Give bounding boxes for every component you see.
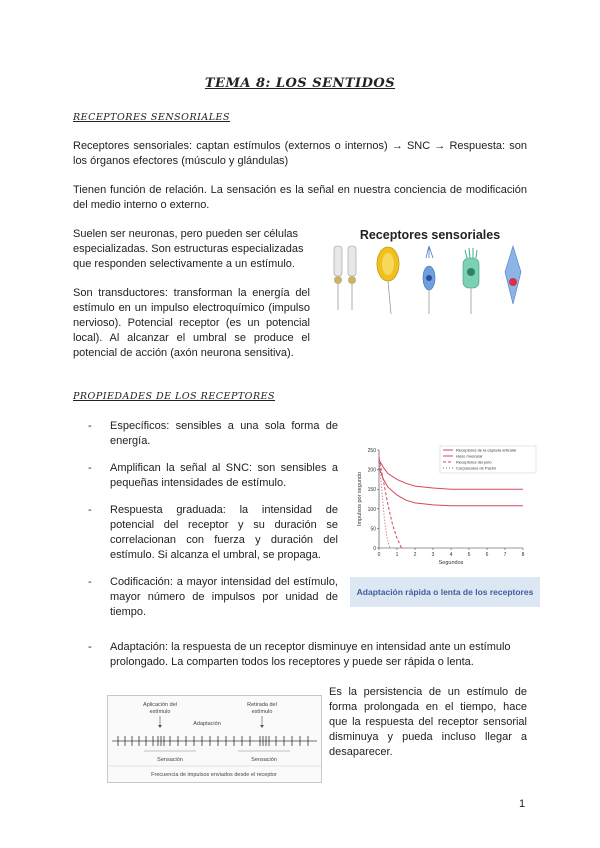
stimulus-timeline-svg [108,696,321,782]
x-tick-label: 0 [377,552,381,558]
timeline-label-retirada-2: estímulo [251,709,273,715]
x-tick-label: 3 [431,552,435,558]
x-axis-label: Segundos [438,560,464,566]
legend-label: Corpúsculos de Pacini [456,465,496,471]
page-title: TEMA 8: LOS SENTIDOS [204,76,396,91]
x-tick-label: 5 [467,552,471,558]
list-item: - Codificación: a mayor intensidad del estímulo, mayor número de impulsos por unidad de tiempo. [88,575,338,620]
paragraph-neuronas: Suelen ser neuronas, pero pueden ser células especializadas. Son estructuras especializadas que responden selectivamente a un estímulo. [73,228,304,270]
receptor-cells-illustration [325,242,535,320]
timeline-label-adaptacion: Adaptación [193,721,221,727]
series-line [379,458,402,548]
chart-caption: Adaptación rápida o lenta de los receptores [350,577,540,607]
list-item: - Amplifican la señal al SNC: son sensibles a pequeñas intensidades de estímulo. [88,461,338,491]
legend-label: Huso muscular [456,453,483,459]
x-tick-label: 8 [521,552,525,558]
hair-cell-icon [463,248,479,314]
x-tick-label: 4 [449,552,453,558]
x-tick-label: 6 [485,552,489,558]
y-tick-label: 250 [367,448,376,454]
rod-cells-icon [334,246,356,310]
timeline-footer: Frecuencia de impulsos enviados desde el receptor [151,772,277,778]
legend-label: Receptores de la cápsula articular [456,447,517,453]
paragraph-transductores: Son transductores: transforman la energía del estímulo en un impulso electroquímico (impulso nervioso). Potencial receptor (es un potencial local). Al alcanzar el umbral se produce el potencial de acción (axón neurona sensitiva). [73,287,310,359]
timeline-label-aplicacion-2: estímulo [149,709,171,715]
properties-list [88,419,338,620]
taste-cell-icon [505,246,521,304]
x-tick-label: 7 [503,552,507,558]
y-axis-label: Impulsos por segundo [357,471,363,527]
timeline-label-sensacion-1: Sensación [157,757,183,763]
y-tick-label: 0 [373,546,376,552]
y-tick-label: 150 [367,487,376,494]
list-item: - Adaptación: la respuesta de un receptor disminuye en intensidad ante un estímulo prolongado. La comparten todos los receptores y puede ser rápida o lenta. [88,640,528,670]
adaptation-chart [343,444,540,575]
y-tick-label: 50 [370,526,376,533]
x-tick-label: 2 [413,552,417,558]
legend-label: Receptores del pelo [456,459,492,465]
olfactory-cell-icon [423,246,435,314]
y-tick-label: 100 [367,506,376,513]
x-tick-label: 1 [395,552,399,558]
properties-list-adaptation [88,640,528,670]
list-item: - Respuesta graduada: la intensidad de potencial del receptor y su duración se correlacionan con fuerza y duración del estímulo. Si alcanza el umbral, se propaga. [88,503,338,563]
paragraph-funcion: Tienen función de relación. La sensación es la señal en nuestra conciencia de modificación del medio interno o externo. [73,184,527,211]
series-line [379,465,523,506]
pacinian-corpuscle-icon [377,247,399,314]
adaptation-chart-svg [343,444,540,575]
receptors-figure-title: Receptores sensoriales [359,228,501,242]
page-number: 1 [519,798,526,810]
stimulus-timeline-figure [107,695,322,783]
y-tick-label: 200 [367,467,376,474]
list-item: - Específicos: sensibles a una sola forma de energía. [88,419,338,449]
receptors-figure [325,228,535,328]
section-heading-receptores: RECEPTORES SENSORIALES [73,112,230,123]
paragraph-receptores: Receptores sensoriales: captan estímulos (externos o internos) → SNC → Respuesta: son los órganos efectores (músculo y glándulas) [73,140,527,167]
timeline-label-retirada: Retirada del [247,702,277,708]
paragraph-persistencia: Es la persistencia de un estímulo de forma prolongada en el tiempo, hace que la respuesta del receptor sensorial disminuya y pueda incluso llegar a desaparecer. [329,686,527,758]
section-heading-propiedades: PROPIEDADES DE LOS RECEPTORES [73,391,276,402]
timeline-label-aplicacion: Aplicación del [143,702,177,708]
timeline-label-sensacion-2: Sensación [251,757,277,763]
